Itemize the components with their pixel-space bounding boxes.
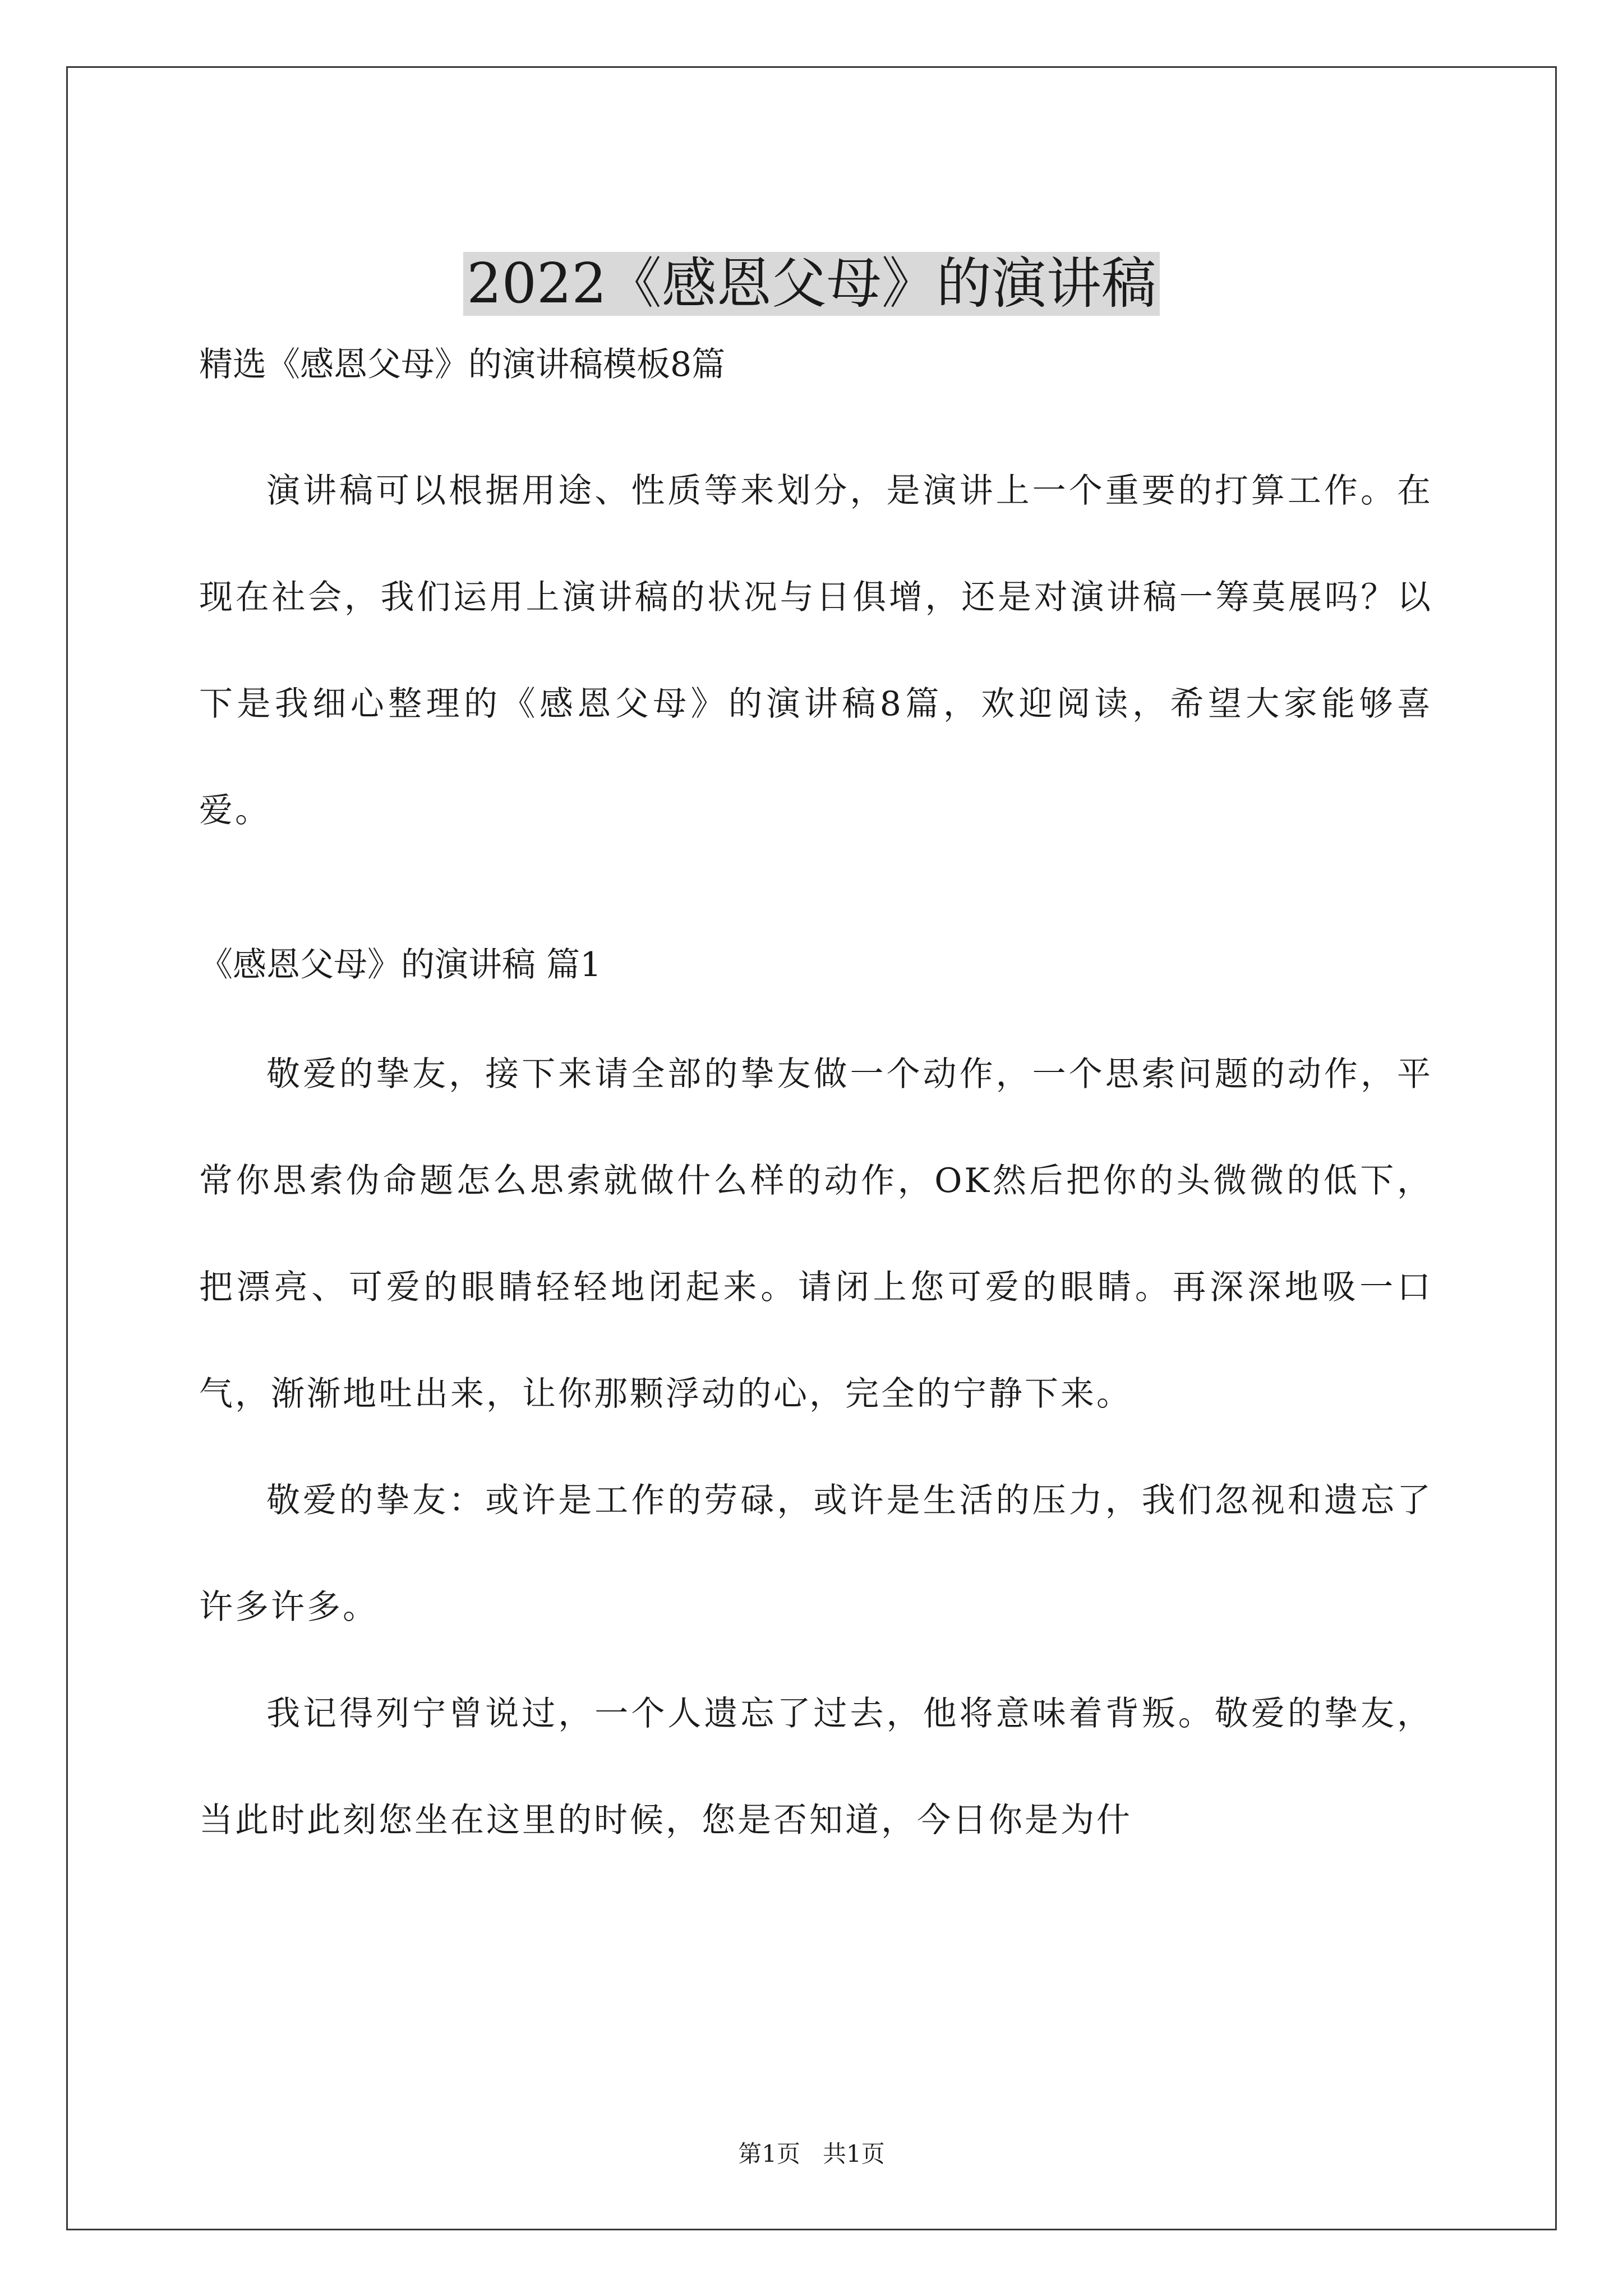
body-paragraph: 我记得列宁曾说过，一个人遗忘了过去，他将意味着背叛。敬爱的挚友，当此时此刻您坐在这里的时候，您是否知道，今日你是为什 <box>199 1694 1433 1840</box>
document-body <box>199 303 1433 1874</box>
document-subtitle: 精选《感恩父母》的演讲稿模板8篇 <box>199 345 726 384</box>
page-footer <box>0 2137 1623 2171</box>
intro-paragraph: 演讲稿可以根据用途、性质等来划分，是演讲上一个重要的打算工作。在现在社会，我们运用上演讲稿的状况与日俱增，还是对演讲稿一筹莫展吗？以下是我细心整理的《感恩父母》的演讲稿8篇，欢迎阅读，希望大家能够喜爱。 <box>199 471 1433 830</box>
page-number: 第1页 <box>738 2140 800 2168</box>
body-paragraph: 敬爱的挚友：或许是工作的劳碌，或许是生活的压力，我们忽视和遗忘了许多许多。 <box>199 1481 1433 1627</box>
document-title-text: 2022《感恩父母》的演讲稿 <box>463 252 1159 316</box>
body-paragraph: 敬爱的挚友，接下来请全部的挚友做一个动作，一个思索问题的动作，平常你思索伪命题怎么思索就做什么样的动作，OK然后把你的头微微的低下，把漂亮、可爱的眼睛轻轻地闭起来。请闭上您可爱的眼睛。再深深地吸一口气，渐渐地吐出来，让你那颗浮动的心，完全的宁静下来。 <box>199 1055 1433 1414</box>
section-heading: 《感恩父母》的演讲稿 篇1 <box>199 945 602 984</box>
page-total: 共1页 <box>823 2140 885 2168</box>
